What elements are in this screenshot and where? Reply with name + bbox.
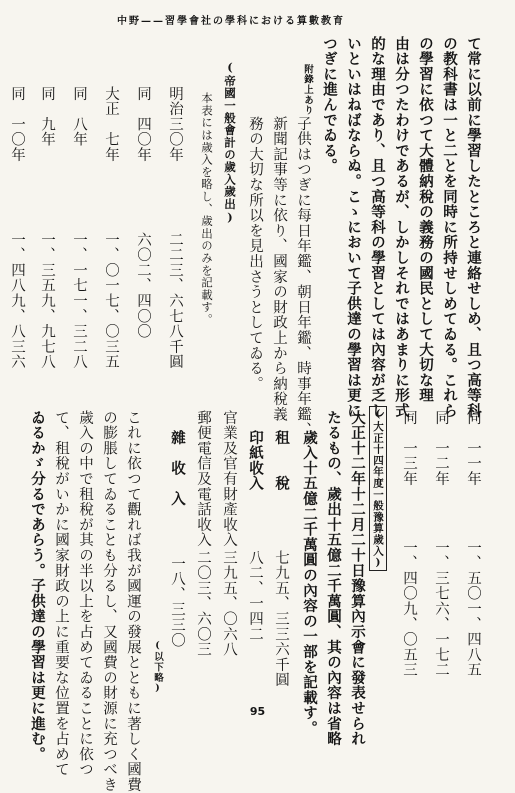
revenue-item-name: 雜 收 入: [169, 430, 186, 507]
table-amount: 一、四〇九、〇五三: [401, 540, 417, 678]
body-column-6: いといはねばならぬ。こゝにおいて子供達の學習は更に: [345, 36, 362, 419]
body-column-7: つぎに進んでゐる。: [321, 36, 338, 174]
table-amount: 一、五〇一、四八五: [465, 540, 481, 678]
running-header: 中野——習學會社の學科における算數教育: [117, 16, 345, 27]
body-column-1: て常に以前に學習したところと連絡せしめ、且つ高等科: [465, 36, 482, 419]
revenue-item-amount: 一八、三三〇: [169, 556, 185, 648]
table-note: 本表には歲入を略し、歲出のみを記載す。: [200, 92, 214, 326]
table-amount: 一、四八九、八三六: [9, 232, 25, 370]
lower-text-2: たるもの、歲出十五億二千萬圓、其の內容は省略: [325, 410, 342, 747]
lower-text-7: て、租稅がいかに國家財政の上に重要な位置を占めて: [53, 410, 69, 778]
revenue-item-name: 租 稅: [273, 430, 290, 492]
revenue-item-name: 印紙收入: [247, 430, 264, 492]
revenue-item-amount: 三九五、〇六八: [221, 550, 237, 658]
page-number: 95: [249, 705, 266, 718]
lower-text-6: 歲入の中で租稅が其の半以上を占めてゐることに依つ: [77, 410, 93, 778]
revenue-item-amount: 八二、一四二: [247, 550, 263, 642]
table-year: 同 一二年: [433, 410, 449, 487]
section-heading: (帝國一般會計の歲入歲出): [223, 60, 237, 225]
section-box-heading: (大正十四年度一般豫算歲入): [369, 406, 387, 571]
table-year: 同 一一年: [465, 410, 481, 487]
body-column-4: 由は分つたわけであるが、しかしそれではあまりに形式: [393, 36, 410, 419]
revenue-item-amount: 七九五、三三六千圓: [273, 550, 289, 688]
table-year: 大正 七年: [103, 86, 119, 163]
annotation-tag: 附錄上あり: [302, 64, 313, 116]
table-amount: 一、三七六、一七二: [433, 540, 449, 678]
lower-text-3: 歲入十五億二千萬圓の內容の一部を記載す。: [301, 430, 318, 736]
table-amount: 六〇二、四〇〇: [135, 232, 151, 340]
body-column-5: 的な理由であり、且つ高等科の學習としては內容が乏し: [369, 36, 386, 419]
table-amount: 二二三、六七八千圓: [167, 232, 183, 370]
omission-note: (以下略): [152, 640, 163, 695]
table-amount: 一、一七一、三二八: [71, 232, 87, 370]
table-year: 同 八年: [71, 86, 87, 148]
body-column-9: 新聞記事等に依り、國家の財政上から納稅義: [271, 116, 287, 422]
revenue-item-amount: 二〇三、六〇三: [195, 550, 211, 658]
lower-text-5: の膨脹してゐることも分るし、又國費の財源に充つべき: [101, 410, 117, 793]
lower-text-1: 大正十二年十二月二十日豫算內示會に發表せられ: [349, 410, 366, 747]
table-amount: 一、三五九、九七八: [39, 232, 55, 370]
lower-text-4: これに依つて觀れば我が國運の發展とともに著しく國費: [125, 410, 141, 793]
table-year: 明治三〇年: [167, 86, 183, 163]
table-amount: 一、〇一七、〇三五: [103, 232, 119, 370]
table-year: 同 九年: [39, 86, 55, 148]
table-year: 同 一三年: [401, 410, 417, 487]
body-column-3: の學習に依つて大體納稅の義務の國民として大切な理: [417, 36, 434, 404]
revenue-item-name: 官業及官有財產收入: [221, 410, 237, 548]
body-column-8: 子供はつぎに每日年鑑、朝日年鑑、時事年鑑、: [295, 116, 311, 438]
lower-text-8: ゐるかゞ分るであらう。子供達の學習は更に進む。: [29, 410, 46, 762]
table-year: 同 四〇年: [135, 86, 151, 163]
revenue-item-name: 郵便電信及電話收入: [195, 410, 211, 548]
body-column-10: 務の大切な所以を見出さうとしてゐる。: [247, 116, 263, 392]
body-column-2: の教科書は一と二とを同時に所持せしめてゐる。これら: [441, 36, 458, 419]
table-year: 同 一〇年: [9, 86, 25, 163]
